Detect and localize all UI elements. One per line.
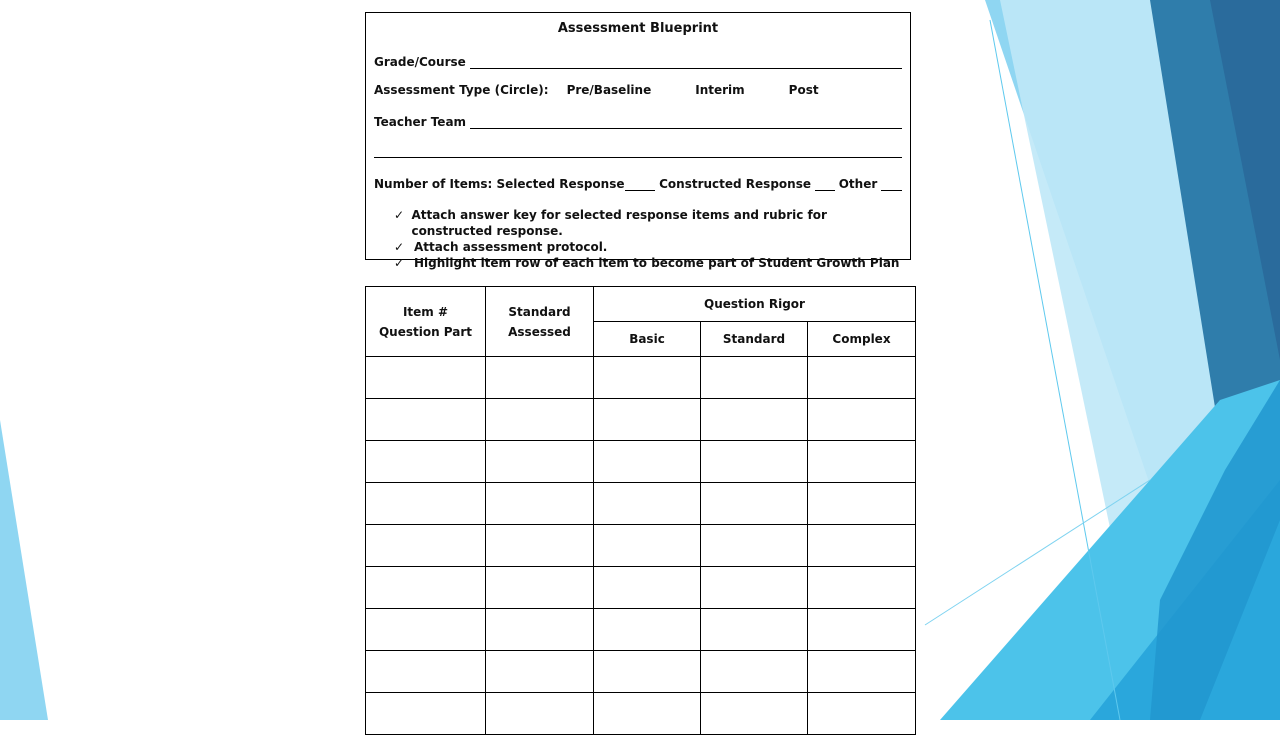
table-cell[interactable] xyxy=(366,441,486,483)
table-cell[interactable] xyxy=(701,441,808,483)
teacher-team-row xyxy=(374,115,902,129)
teacher-team-field-line-2[interactable] xyxy=(374,145,902,158)
table-cell[interactable] xyxy=(486,357,594,399)
col-header-standard: Standard xyxy=(701,322,808,357)
check-mark-icon: ✓ xyxy=(394,208,405,222)
grade-course-row xyxy=(374,55,902,69)
other-label: Other xyxy=(838,177,878,191)
assessment-type-row xyxy=(374,83,902,97)
table-row xyxy=(366,525,916,567)
teacher-team-label: Teacher Team xyxy=(374,115,467,129)
assessment-type-label: Assessment Type (Circle): xyxy=(374,83,549,97)
table-cell[interactable] xyxy=(366,357,486,399)
table-cell[interactable] xyxy=(701,609,808,651)
table-cell[interactable] xyxy=(594,651,701,693)
selected-response-field[interactable] xyxy=(625,178,656,191)
table-cell[interactable] xyxy=(366,399,486,441)
grade-course-field[interactable] xyxy=(470,56,902,69)
other-field[interactable] xyxy=(881,178,902,191)
table-cell[interactable] xyxy=(701,567,808,609)
col-header-standard-assessed: Standard Assessed xyxy=(486,287,594,357)
teacher-team-continuation-row xyxy=(374,145,902,158)
col-header-item: Item # Question Part xyxy=(366,287,486,357)
table-cell[interactable] xyxy=(486,651,594,693)
table-row xyxy=(366,651,916,693)
check-mark-icon: ✓ xyxy=(394,240,405,254)
option-post[interactable]: Post xyxy=(788,83,819,97)
table-cell[interactable] xyxy=(486,525,594,567)
col-header-complex: Complex xyxy=(808,322,916,357)
table-cell[interactable] xyxy=(594,567,701,609)
table-cell[interactable] xyxy=(701,357,808,399)
table-row xyxy=(366,483,916,525)
document-title: Assessment Blueprint xyxy=(557,21,719,36)
table-cell[interactable] xyxy=(594,441,701,483)
table-cell[interactable] xyxy=(594,693,701,735)
number-of-items-row xyxy=(374,177,902,191)
table-cell[interactable] xyxy=(366,567,486,609)
table-cell[interactable] xyxy=(594,609,701,651)
selected-response-label: Number of Items: Selected Response xyxy=(374,177,625,191)
table-row xyxy=(366,357,916,399)
checklist-item: ✓ Highlight item row of each item to become part of Student Growth Plan xyxy=(394,256,900,270)
table-row xyxy=(366,567,916,609)
checklist xyxy=(394,207,910,271)
table-cell[interactable] xyxy=(808,357,916,399)
table-cell[interactable] xyxy=(701,693,808,735)
table-cell[interactable] xyxy=(486,399,594,441)
col-header-question-rigor: Question Rigor xyxy=(594,287,916,322)
col-header-basic: Basic xyxy=(594,322,701,357)
table-cell[interactable] xyxy=(808,399,916,441)
table-cell[interactable] xyxy=(808,609,916,651)
table-row xyxy=(366,399,916,441)
table-cell[interactable] xyxy=(486,483,594,525)
teacher-team-field[interactable] xyxy=(470,116,902,129)
question-rigor-table xyxy=(365,286,916,735)
checklist-item: ✓ Attach answer key for selected response items and rubric for constructed response. xyxy=(394,208,827,238)
table-cell[interactable] xyxy=(366,525,486,567)
table-row xyxy=(366,693,916,735)
assessment-header-form xyxy=(365,12,911,270)
table-cell[interactable] xyxy=(366,651,486,693)
checklist-item: ✓ Attach assessment protocol. xyxy=(394,240,608,254)
table-cell[interactable] xyxy=(808,693,916,735)
constructed-response-field[interactable] xyxy=(815,178,835,191)
table-cell[interactable] xyxy=(366,609,486,651)
table-cell[interactable] xyxy=(594,483,701,525)
table-cell[interactable] xyxy=(701,651,808,693)
table-cell[interactable] xyxy=(486,693,594,735)
table-cell[interactable] xyxy=(808,567,916,609)
table-cell[interactable] xyxy=(701,399,808,441)
table-cell[interactable] xyxy=(366,483,486,525)
table-cell[interactable] xyxy=(486,567,594,609)
option-interim[interactable]: Interim xyxy=(695,83,745,97)
table-cell[interactable] xyxy=(808,441,916,483)
table-body xyxy=(366,357,916,735)
table-cell[interactable] xyxy=(701,483,808,525)
option-pre-baseline[interactable]: Pre/Baseline xyxy=(566,83,652,97)
table-cell[interactable] xyxy=(701,525,808,567)
table-row xyxy=(366,441,916,483)
table-cell[interactable] xyxy=(594,357,701,399)
table-cell[interactable] xyxy=(808,483,916,525)
table-cell[interactable] xyxy=(594,525,701,567)
constructed-response-label: Constructed Response xyxy=(659,177,811,191)
table-cell[interactable] xyxy=(486,609,594,651)
grade-course-label: Grade/Course xyxy=(374,55,466,69)
table-row xyxy=(366,609,916,651)
table-cell[interactable] xyxy=(808,651,916,693)
table-cell[interactable] xyxy=(808,525,916,567)
table-cell[interactable] xyxy=(486,441,594,483)
table-cell[interactable] xyxy=(366,693,486,735)
table-cell[interactable] xyxy=(594,399,701,441)
check-mark-icon: ✓ xyxy=(394,256,405,270)
